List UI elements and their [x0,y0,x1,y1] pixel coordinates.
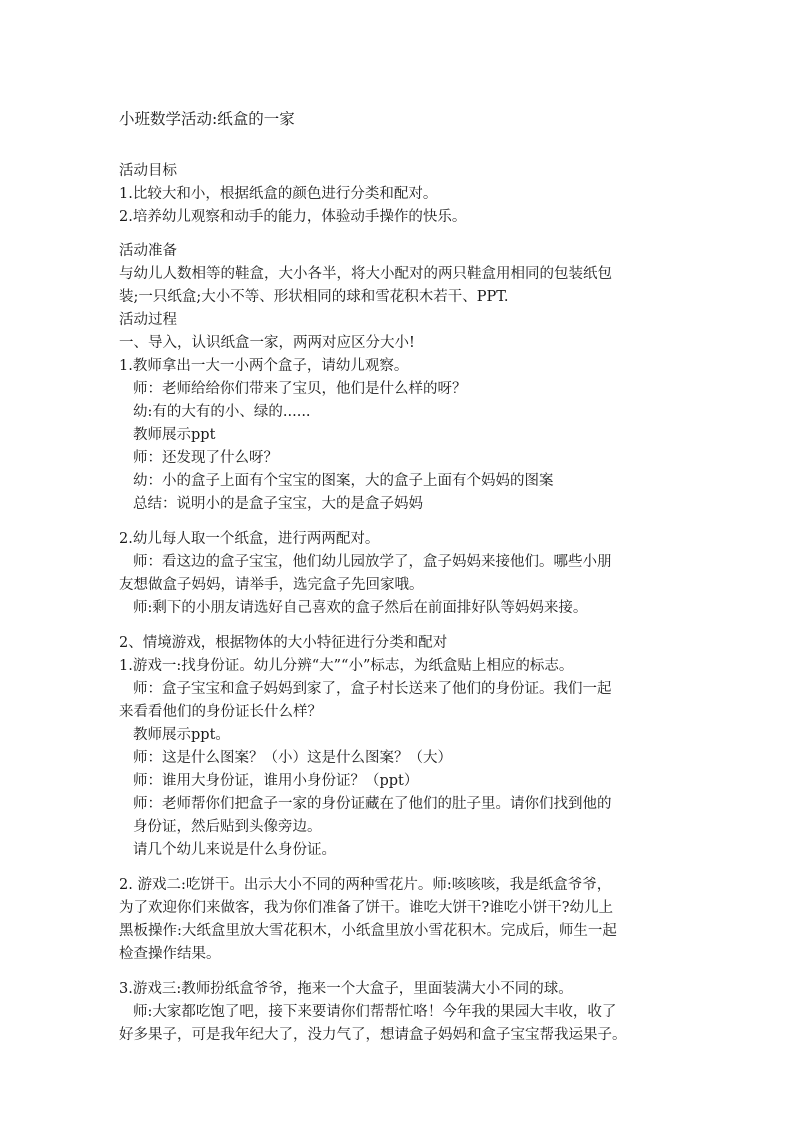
dialogue-line: 身份证，然后贴到头像旁边。 [133,819,322,835]
paragraph-line: 2. 游戏二:吃饼干。出示大小不同的两种雪花片。师:咳咳咳，我是纸盒爷爷， [119,877,612,893]
paragraph-line: 2.幼儿每人取一个纸盒，进行两两配对。 [119,531,380,547]
dialogue-line: 师：还发现了什么呀？ [133,450,278,466]
dialogue-line [119,1047,679,1070]
paragraph-line: 3.游戏三:教师扮纸盒爷爷，拖来一个大盒子，里面装满大小不同的球。 [119,981,573,997]
step-heading: 一、导入，认识纸盒一家，两两对应区分大小! [119,335,415,351]
dialogue-line: 师：老师帮你们把盒子一家的身份证藏在了他们的肚子里。请你们找到他的 [133,796,612,812]
dialogue-line: 总结：说明小的是盒子宝宝，大的是盒子妈妈 [133,496,423,512]
activity-preparation [119,240,679,1070]
dialogue-line: 师：谁用大身份证，谁用小身份证？（ppt） [133,773,419,789]
paragraph-line: 黑板操作:大纸盒里放大雪花积木，小纸盒里放小雪花积木。完成后，师生一起 [119,923,617,939]
dialogue-line: 请几个幼儿来说是什么身份证。 [133,842,336,858]
dialogue-line: 师：老师给给你们带来了宝贝，他们是什么样的呀？ [133,381,467,397]
document-title: 小班数学活动:纸盒的一家 [119,110,295,128]
paragraph-line: 与幼儿人数相等的鞋盒，大小各半，将大小配对的两只鞋盒用相同的包装纸包 [119,266,612,282]
dialogue-line: 来看看他们的身份证长什么样？ [119,704,322,720]
dialogue-line: 教师展示ppt [133,427,216,443]
dialogue-line: 师：这是什么图案？（小）这是什么图案？（大） [133,750,452,766]
dialogue-line: 幼：小的盒子上面有个宝宝的图案，大的盒子上面有个妈妈的图案 [133,473,554,489]
goal-item: 2.培养幼儿观察和动手的能力，体验动手操作的快乐。 [119,209,467,225]
dialogue-line: 好多果子，可是我年纪大了，没力气了，想请盒子妈妈和盒子宝宝帮我运果子。 [119,1027,627,1043]
dialogue-line: 师:剩下的小朋友请选好自己喜欢的盒子然后在前面排好队等妈妈来接。 [133,600,588,616]
section-heading: 活动目标 [119,163,177,179]
activity-goals [119,160,679,229]
section-heading: 活动准备 [119,243,177,259]
dialogue-line: 师：看这边的盒子宝宝，他们幼儿园放学了，盒子妈妈来接他们。哪些小朋 [133,554,612,570]
goal-item: 1.比较大和小，根据纸盒的颜色进行分类和配对。 [119,186,438,202]
dialogue-line: 师：盒子宝宝和盒子妈妈到家了，盒子村长送来了他们的身份证。我们一起 [133,681,612,697]
paragraph-line: 检查操作结果。 [119,946,221,962]
step-heading: 2、情境游戏，根据物体的大小特征进行分类和配对 [119,635,448,651]
dialogue-line: 幼:有的大有的小、绿的...... [133,404,311,420]
paragraph-line: 为了欢迎你们来做客，我为你们准备了饼干。谁吃大饼干?谁吃小饼干?幼儿上 [119,900,614,916]
dialogue-line: 师:大家都吃饱了吧，接下来要请你们帮帮忙咯！今年我的果园大丰收，收了 [133,1004,617,1020]
section-heading: 活动过程 [119,312,177,328]
paragraph-line: 1.教师拿出一大一小两个盒子，请幼儿观察。 [119,358,409,374]
dialogue-line: 友想做盒子妈妈，请举手，选完盒子先回家哦。 [119,577,424,593]
paragraph-line: 1.游戏一:找身份证。幼儿分辨“大”“小”标志，为纸盒贴上相应的标志。 [119,658,574,674]
paragraph-line: 装;一只纸盒;大小不等、形状相同的球和雪花积木若干、PPT. [119,289,509,305]
dialogue-line: 教师展示ppt。 [133,727,230,743]
